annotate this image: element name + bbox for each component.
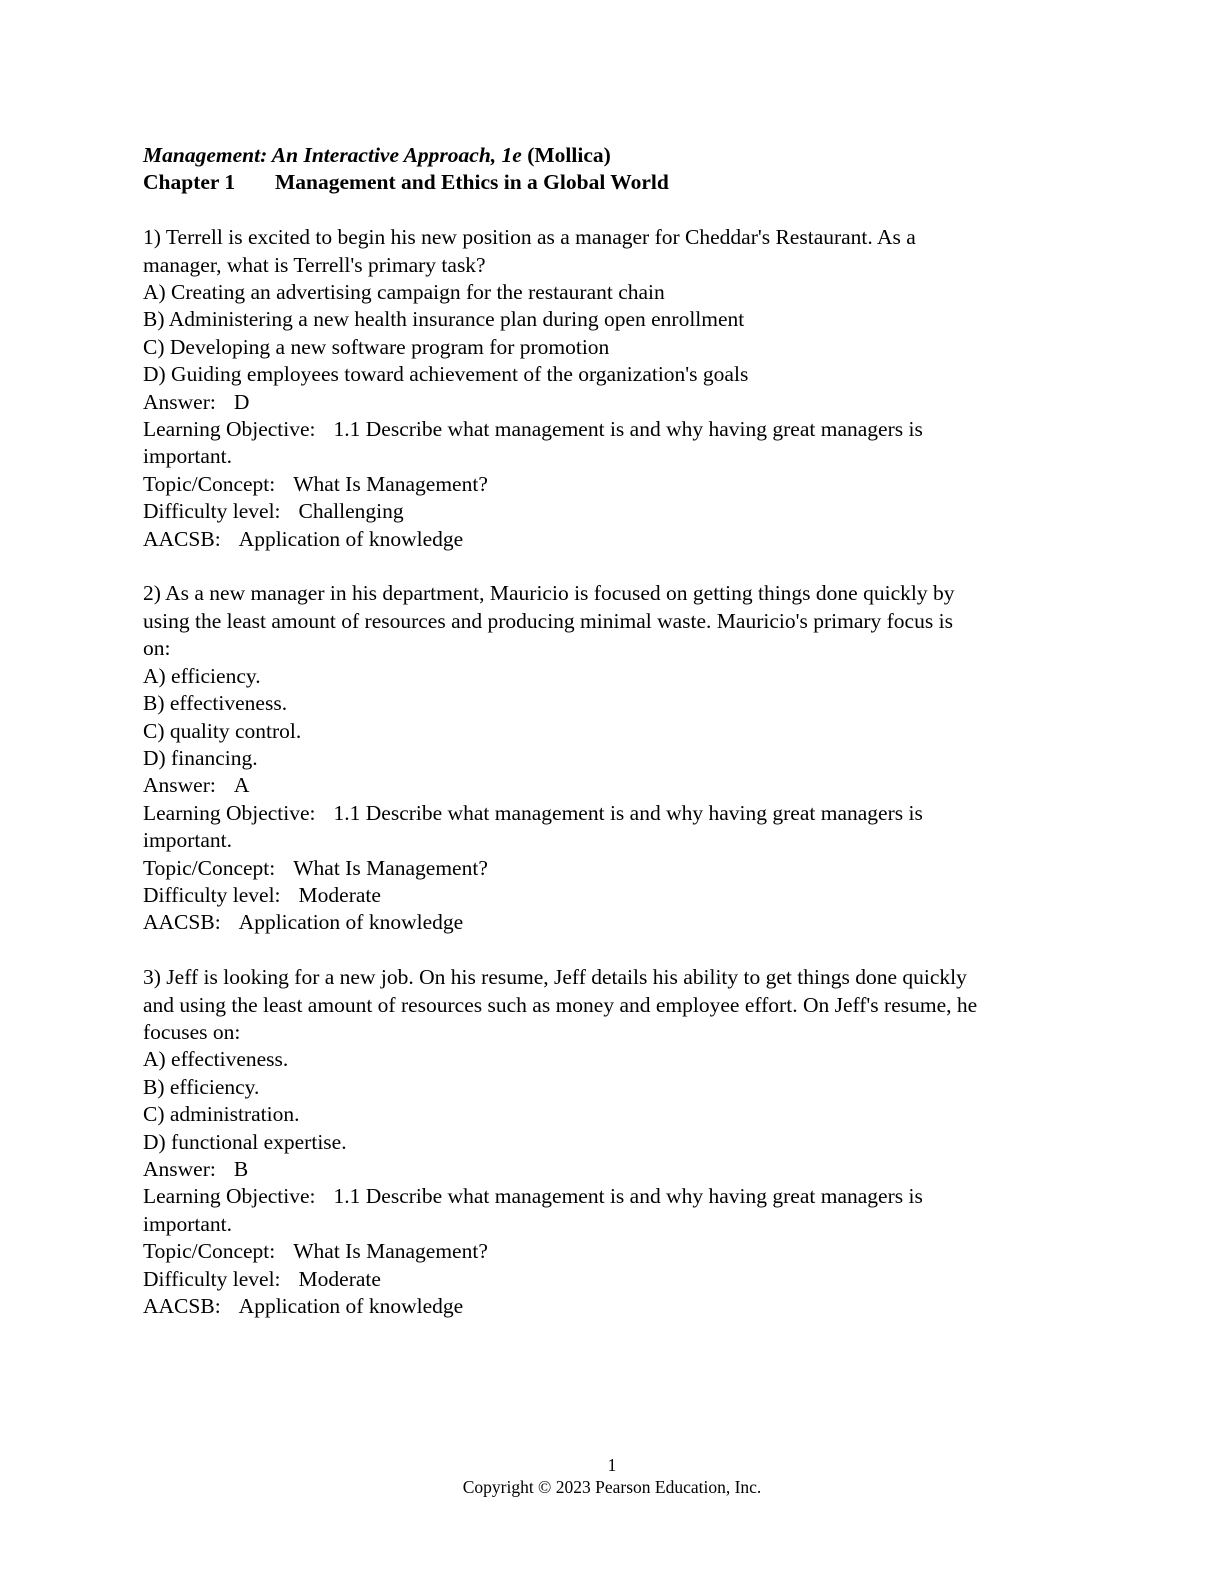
aacsb-label: AACSB:: [143, 910, 221, 935]
topic-value: What Is Management?: [293, 855, 488, 880]
difficulty-label: Difficulty level:: [143, 1266, 281, 1291]
topic-row: [143, 1238, 1083, 1265]
question-3: [143, 964, 1083, 1320]
aacsb-row: [143, 1293, 1083, 1320]
answer-row: [143, 389, 1083, 416]
aacsb-value: Application of knowledge: [238, 910, 464, 935]
book-author: (Mollica): [527, 143, 611, 167]
answer-value: A: [233, 773, 250, 798]
learning-objective-label: Learning Objective:: [143, 1184, 316, 1209]
learning-objective-value: 1.1 Describe what management is and why having great managers is: [333, 417, 923, 442]
topic-value: What Is Management?: [293, 471, 488, 496]
answer-row: [143, 1156, 1083, 1183]
option-d: D) financing.: [143, 745, 258, 770]
answer-row: [143, 772, 1083, 799]
option-c: C) Developing a new software program for promotion: [143, 334, 610, 359]
topic-row: [143, 471, 1083, 498]
copyright-notice: Copyright © 2023 Pearson Education, Inc.: [462, 1477, 762, 1497]
question-stem: and using the least amount of resources such as money and employee effort. On Jeff's resume, he: [143, 992, 978, 1017]
topic-label: Topic/Concept:: [143, 855, 276, 880]
learning-objective-label: Learning Objective:: [143, 417, 316, 442]
topic-row: [143, 855, 1083, 882]
chapter-heading: [143, 169, 1083, 196]
question-1: [143, 224, 1083, 553]
question-stem: using the least amount of resources and producing minimal waste. Mauricio's primary focus is: [143, 608, 953, 633]
question-stem: manager, what is Terrell's primary task?: [143, 252, 486, 277]
chapter-title: Management and Ethics in a Global World: [275, 170, 669, 195]
difficulty-row: [143, 498, 1083, 525]
topic-value: What Is Management?: [293, 1239, 488, 1264]
question-stem: 3) Jeff is looking for a new job. On his resume, Jeff details his ability to get things done quickly: [143, 965, 967, 990]
answer-value: D: [233, 389, 250, 414]
aacsb-row: [143, 526, 1083, 553]
page-number: 1: [607, 1455, 617, 1475]
learning-objective-continued: important.: [143, 828, 232, 853]
aacsb-value: Application of knowledge: [238, 1294, 464, 1319]
question-stem: 1) Terrell is excited to begin his new position as a manager for Cheddar's Restaurant. As a: [143, 225, 916, 250]
learning-objective-row: [143, 416, 1083, 443]
learning-objective-value: 1.1 Describe what management is and why having great managers is: [333, 800, 923, 825]
answer-value: B: [233, 1156, 249, 1181]
option-b: B) Administering a new health insurance plan during open enrollment: [143, 307, 745, 332]
difficulty-label: Difficulty level:: [143, 499, 281, 524]
question-stem: 2) As a new manager in his department, Mauricio is focused on getting things done quickly by: [143, 581, 955, 606]
book-title-line: [143, 142, 1083, 169]
answer-label: Answer:: [143, 389, 216, 414]
difficulty-value: Challenging: [298, 499, 404, 524]
option-c: C) quality control.: [143, 718, 302, 743]
book-title: Management: An Interactive Approach, 1e: [143, 143, 522, 167]
learning-objective-row: [143, 800, 1083, 827]
question-stem: on:: [143, 636, 171, 661]
aacsb-value: Application of knowledge: [238, 526, 464, 551]
topic-label: Topic/Concept:: [143, 471, 276, 496]
option-a: A) efficiency.: [143, 663, 261, 688]
learning-objective-continued: important.: [143, 444, 232, 469]
learning-objective-value: 1.1 Describe what management is and why having great managers is: [333, 1184, 923, 1209]
option-c: C) administration.: [143, 1102, 300, 1127]
option-b: B) effectiveness.: [143, 691, 288, 716]
answer-label: Answer:: [143, 1156, 216, 1181]
aacsb-row: [143, 909, 1083, 936]
difficulty-row: [143, 882, 1083, 909]
option-b: B) efficiency.: [143, 1074, 260, 1099]
option-a: A) effectiveness.: [143, 1047, 289, 1072]
difficulty-label: Difficulty level:: [143, 882, 281, 907]
difficulty-value: Moderate: [298, 1266, 381, 1291]
option-d: D) Guiding employees toward achievement of the organization's goals: [143, 362, 749, 387]
option-d: D) functional expertise.: [143, 1129, 347, 1154]
answer-label: Answer:: [143, 773, 216, 798]
aacsb-label: AACSB:: [143, 526, 221, 551]
question-2: [143, 580, 1083, 936]
difficulty-row: [143, 1266, 1083, 1293]
document-page: [143, 142, 1083, 1320]
difficulty-value: Moderate: [298, 882, 381, 907]
aacsb-label: AACSB:: [143, 1294, 221, 1319]
option-a: A) Creating an advertising campaign for the restaurant chain: [143, 280, 665, 305]
learning-objective-continued: important.: [143, 1211, 232, 1236]
chapter-number: Chapter 1: [143, 170, 236, 195]
question-stem: focuses on:: [143, 1019, 241, 1044]
learning-objective-row: [143, 1183, 1083, 1210]
topic-label: Topic/Concept:: [143, 1239, 276, 1264]
learning-objective-label: Learning Objective:: [143, 800, 316, 825]
